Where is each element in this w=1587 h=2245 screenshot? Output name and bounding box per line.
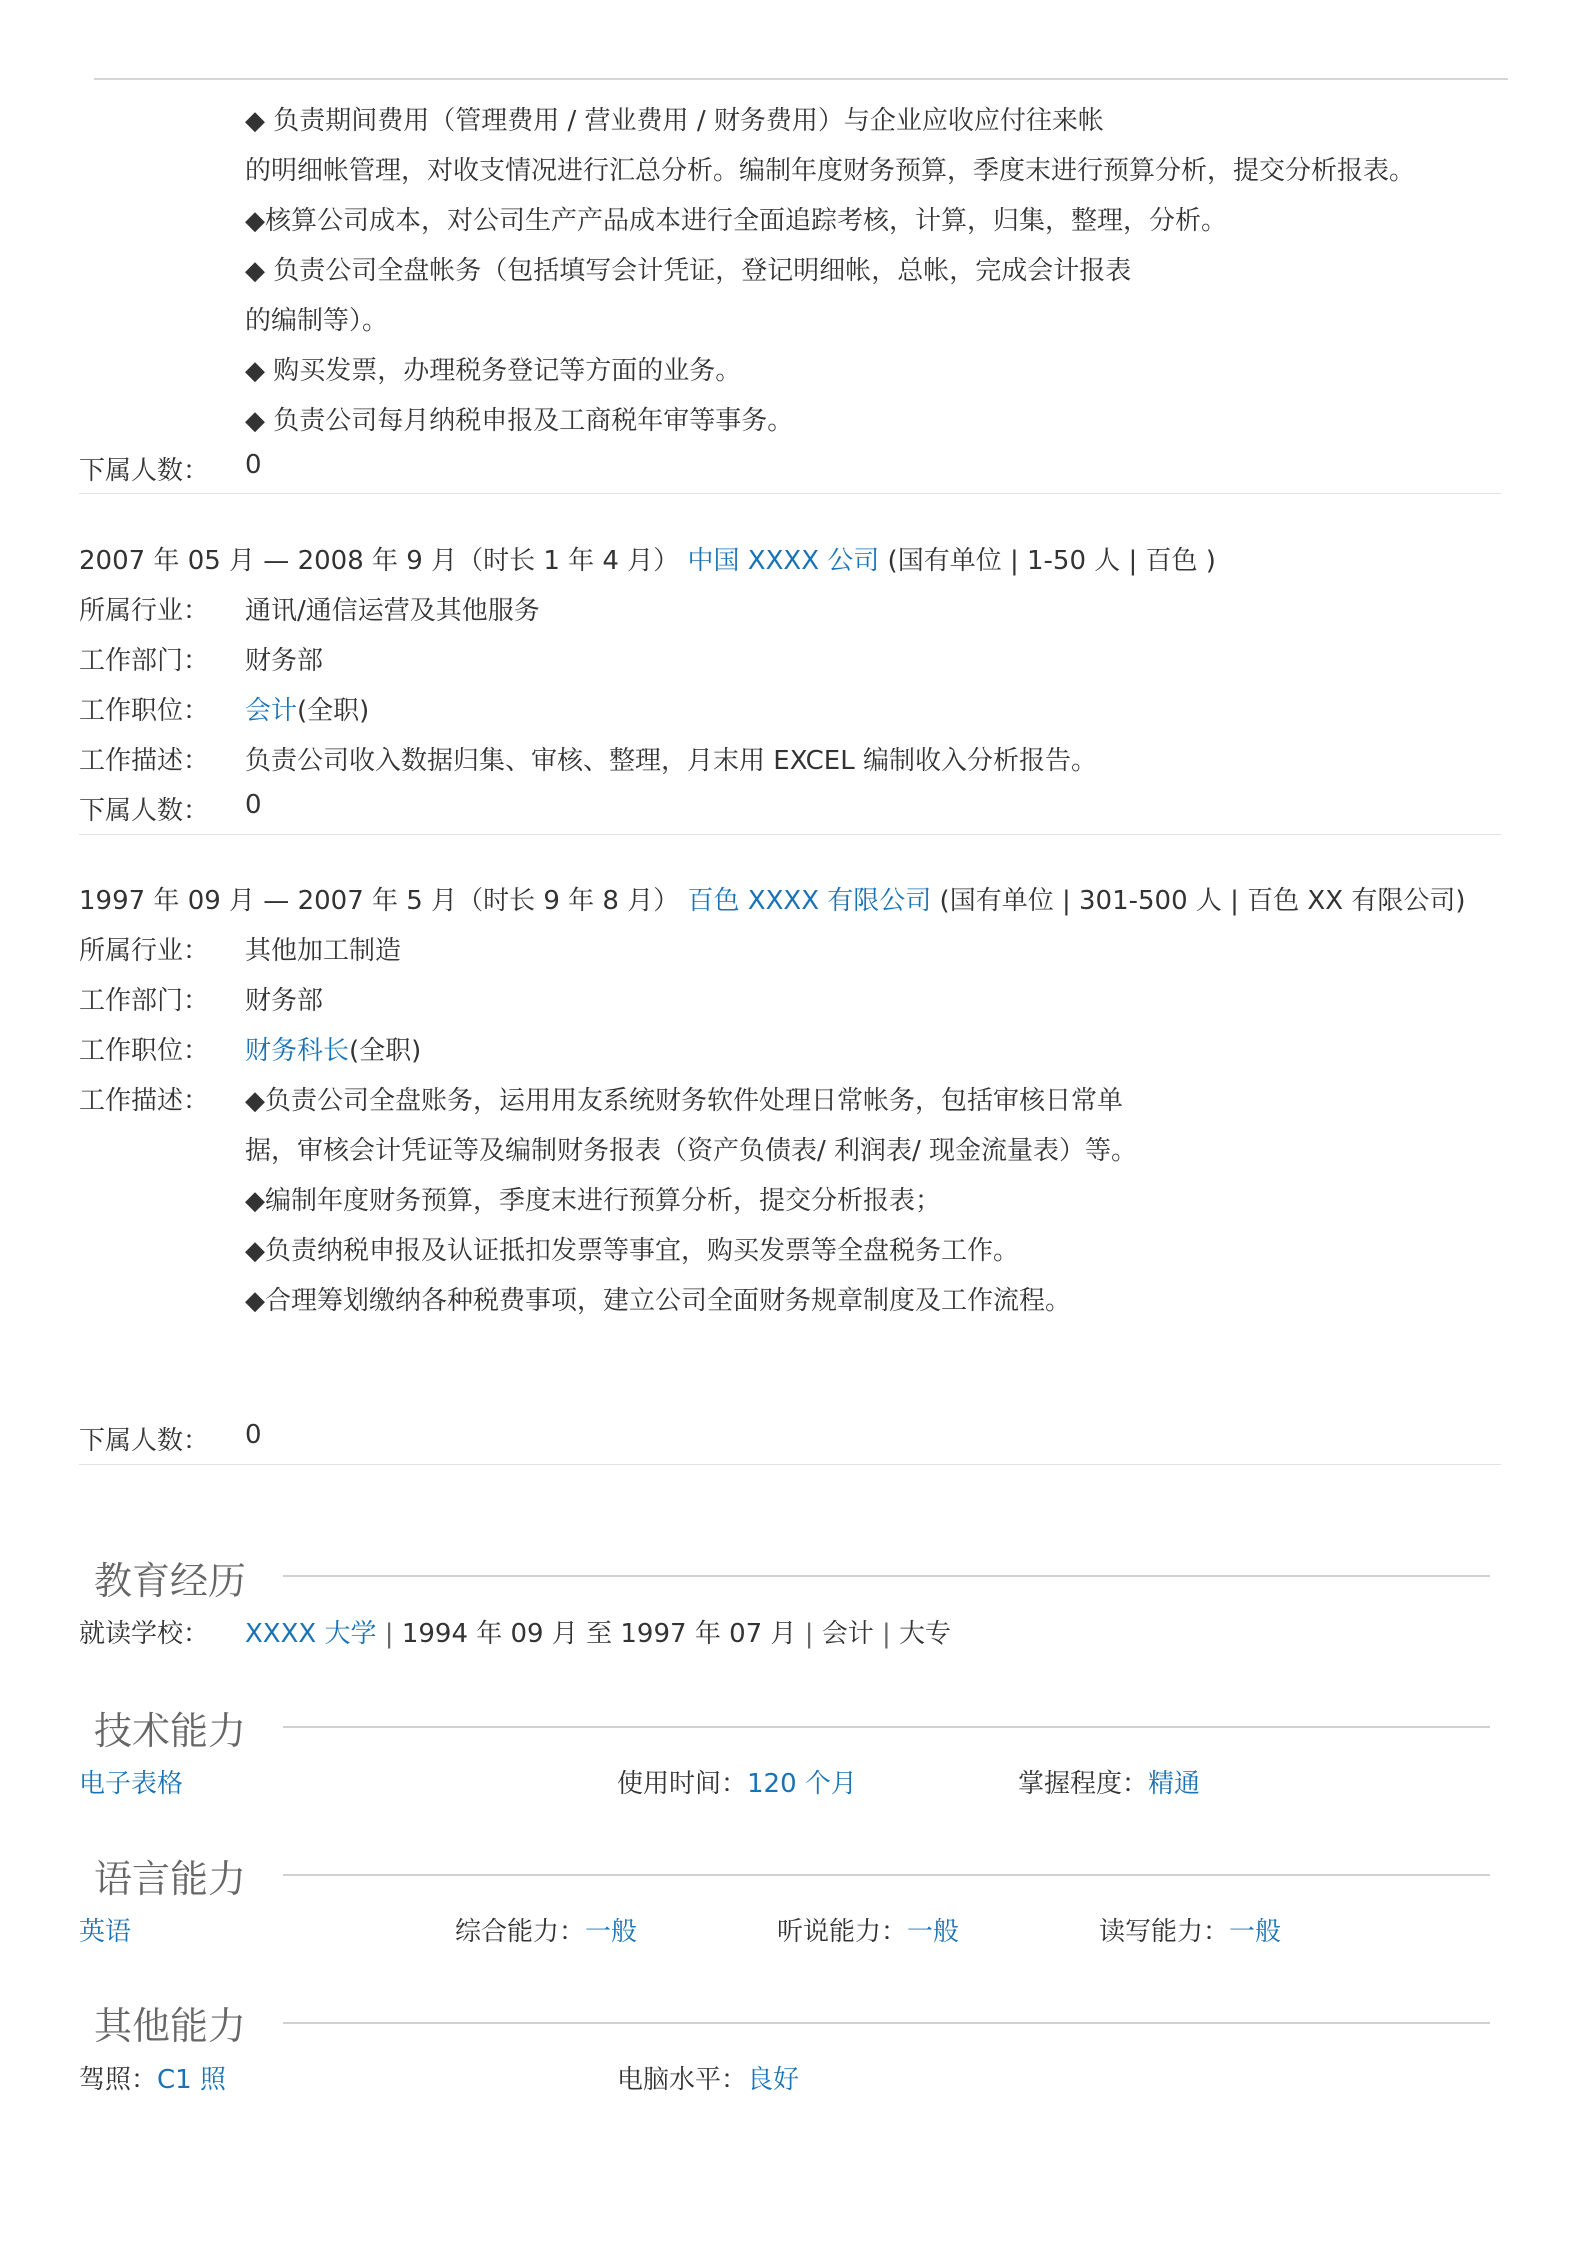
other-license xyxy=(79,2059,226,2096)
language-rw xyxy=(1099,1911,1281,1948)
job2-dept-value: 财务部 xyxy=(245,646,324,676)
job3-desc-label: 工作描述： xyxy=(79,1086,210,1116)
job3-company-info: (国有单位 | 301-500 人 | 百色 XX 有限公司) xyxy=(939,886,1466,916)
language-section-title: 语言能力 xyxy=(94,1857,247,1901)
education-major: 会计 xyxy=(821,1619,874,1649)
job3-position-label: 工作职位： xyxy=(79,1036,210,1066)
education-title-rule xyxy=(283,1575,1490,1577)
job3-header xyxy=(79,880,1465,917)
job3-divider xyxy=(79,1464,1501,1465)
job3-dept-value: 财务部 xyxy=(245,986,324,1016)
education-period: 1994 年 09 月 至 1997 年 07 月 xyxy=(401,1619,797,1649)
skill-level xyxy=(1018,1763,1200,1800)
job1-desc-line: ◆ 购买发票，办理税务登记等方面的业务。 xyxy=(245,356,742,386)
job2-desc-value: 负责公司收入数据归集、审核、整理，月末用 EXCEL 编制收入分析报告。 xyxy=(245,746,1097,776)
job2-header xyxy=(79,540,1216,577)
job3-subordinates-label: 下属人数： xyxy=(79,1426,210,1456)
job3-desc-line: ◆编制年度财务预算，季度末进行预算分析，提交分析报表； xyxy=(245,1186,941,1216)
skills-title-rule xyxy=(283,1726,1490,1728)
license-label: 驾照： xyxy=(79,2065,158,2095)
job3-position xyxy=(245,1030,421,1067)
job1-desc-line: ◆核算公司成本，对公司生产产品成本进行全面追踪考核，计算，归集，整理，分析。 xyxy=(245,206,1227,236)
job2-period: 2007 年 05 月 — 2008 年 9 月（时长 1 年 4 月） xyxy=(79,546,680,576)
computer-value: 良好 xyxy=(747,2065,800,2095)
skill-level-value: 精通 xyxy=(1148,1769,1201,1799)
job1-desc-line: 的明细帐管理，对收支情况进行汇总分析。编制年度财务预算，季度末进行预算分析，提交分析报表。 xyxy=(245,156,1416,186)
language-listen-value: 一般 xyxy=(907,1917,960,1947)
education-degree: 大专 xyxy=(899,1619,952,1649)
other-title-rule xyxy=(283,2022,1490,2024)
computer-label: 电脑水平： xyxy=(617,2065,748,2095)
job2-desc-label: 工作描述： xyxy=(79,746,210,776)
other-computer xyxy=(617,2059,799,2096)
education-school-label: 就读学校： xyxy=(79,1619,210,1649)
skill-time xyxy=(617,1763,857,1800)
job2-industry-value: 通讯/通信运营及其他服务 xyxy=(245,596,540,626)
job1-divider xyxy=(79,493,1501,494)
job1-desc-line: 的编制等）。 xyxy=(245,306,389,336)
separator: | xyxy=(882,1619,891,1649)
language-listen xyxy=(777,1911,959,1948)
job2-industry-label: 所属行业： xyxy=(79,596,210,626)
job2-position-label: 工作职位： xyxy=(79,696,210,726)
job3-period: 1997 年 09 月 — 2007 年 5 月（时长 9 年 8 月） xyxy=(79,886,680,916)
job3-company-link[interactable]: 百色 XXXX 有限公司 xyxy=(687,886,932,916)
job2-divider xyxy=(79,834,1501,835)
job1-desc-line: ◆ 负责公司每月纳税申报及工商税年审等事务。 xyxy=(245,406,794,436)
job3-dept-label: 工作部门： xyxy=(79,986,210,1016)
job1-desc-line: ◆ 负责期间费用（管理费用 / 营业费用 / 财务费用）与企业应收应付往来帐 xyxy=(245,106,1104,136)
job2-dept-label: 工作部门： xyxy=(79,646,210,676)
job3-industry-label: 所属行业： xyxy=(79,936,210,966)
language-overall xyxy=(455,1911,637,1948)
language-rw-value: 一般 xyxy=(1229,1917,1282,1947)
job2-subordinates-value: 0 xyxy=(245,790,262,820)
job1-subordinates-label: 下属人数： xyxy=(79,456,210,486)
job3-desc-line: 据，审核会计凭证等及编制财务报表（资产负债表/ 利润表/ 现金流量表）等。 xyxy=(245,1136,1138,1166)
skill-name-link[interactable]: 电子表格 xyxy=(79,1769,184,1799)
other-section-title: 其他能力 xyxy=(94,2004,247,2048)
language-title-rule xyxy=(283,1874,1490,1876)
job3-position-type: (全职) xyxy=(349,1036,422,1066)
job3-desc-line: ◆负责纳税申报及认证抵扣发票等事宜，购买发票等全盘税务工作。 xyxy=(245,1236,1019,1266)
separator: | xyxy=(804,1619,814,1649)
education-row xyxy=(245,1613,951,1650)
job2-position xyxy=(245,690,369,727)
job2-company-info: (国有单位 | 1-50 人 | 百色 ) xyxy=(887,546,1216,576)
job3-subordinates-value: 0 xyxy=(245,1420,262,1450)
job3-industry-value: 其他加工制造 xyxy=(245,936,402,966)
separator: | xyxy=(384,1619,394,1649)
language-overall-value: 一般 xyxy=(585,1917,638,1947)
language-rw-label: 读写能力： xyxy=(1099,1917,1230,1947)
education-school-link[interactable]: XXXX 大学 xyxy=(245,1619,377,1649)
job3-desc-line: ◆负责公司全盘账务，运用用友系统财务软件处理日常帐务，包括审核日常单 xyxy=(245,1086,1123,1116)
language-overall-label: 综合能力： xyxy=(455,1917,586,1947)
job3-desc-line: ◆合理筹划缴纳各种税费事项，建立公司全面财务规章制度及工作流程。 xyxy=(245,1286,1071,1316)
job2-position-type: (全职) xyxy=(297,696,370,726)
job2-company-link[interactable]: 中国 XXXX 公司 xyxy=(687,546,880,576)
language-listen-label: 听说能力： xyxy=(777,1917,908,1947)
skill-level-label: 掌握程度： xyxy=(1018,1769,1149,1799)
top-divider xyxy=(94,78,1508,80)
license-value: C1 照 xyxy=(157,2065,226,2095)
job3-position-link[interactable]: 财务科长 xyxy=(245,1036,350,1066)
job1-subordinates-value: 0 xyxy=(245,450,262,480)
skills-section-title: 技术能力 xyxy=(94,1709,247,1753)
language-name-link[interactable]: 英语 xyxy=(79,1917,132,1947)
job1-desc-line: ◆ 负责公司全盘帐务（包括填写会计凭证，登记明细帐，总帐，完成会计报表 xyxy=(245,256,1132,286)
job2-subordinates-label: 下属人数： xyxy=(79,796,210,826)
skill-time-label: 使用时间： xyxy=(617,1769,748,1799)
skill-time-value: 120 个月 xyxy=(747,1769,857,1799)
job2-position-link[interactable]: 会计 xyxy=(245,696,298,726)
education-section-title: 教育经历 xyxy=(94,1559,247,1603)
